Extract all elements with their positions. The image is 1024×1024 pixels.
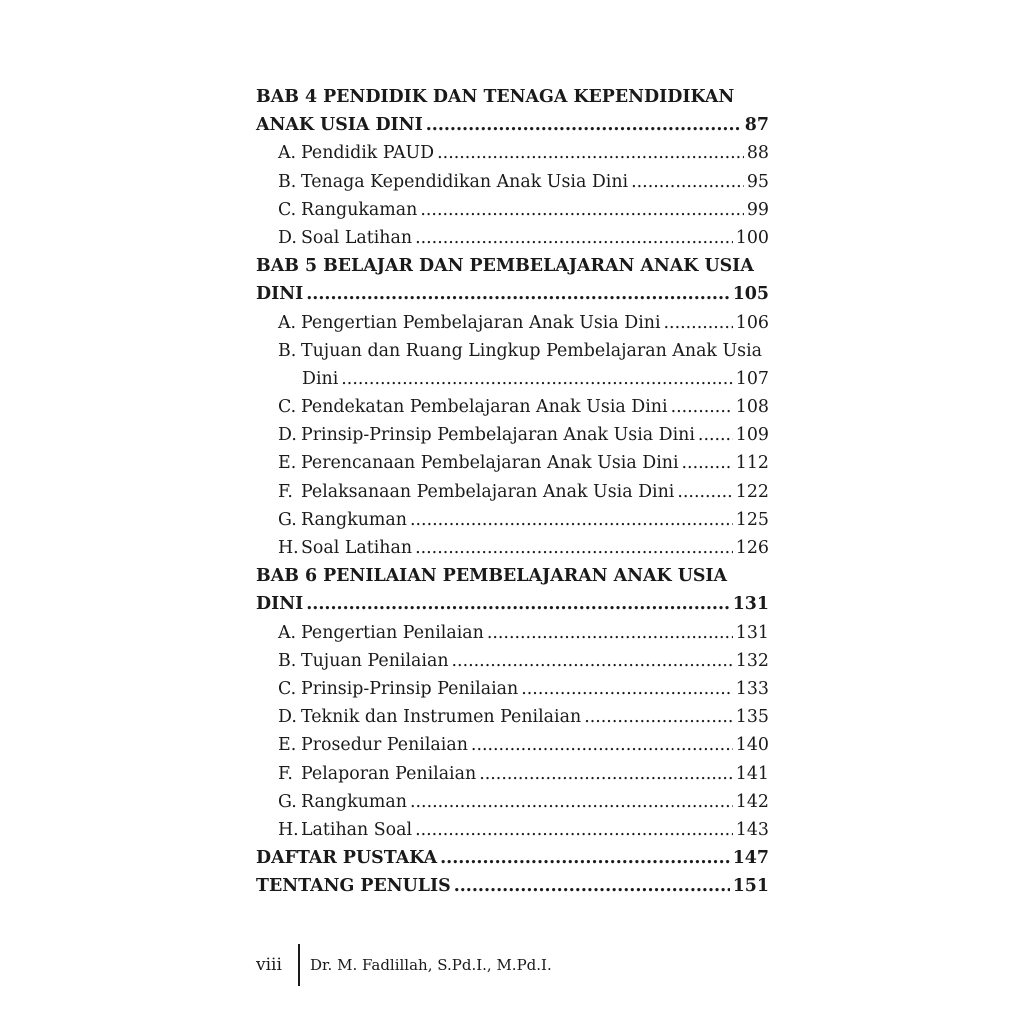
toc-entry: [256, 478, 769, 506]
dot-leader: [306, 590, 729, 618]
toc-entry-title: Prinsip-Prinsip Penilaian: [301, 678, 519, 699]
toc-entry-page: 133: [735, 678, 769, 699]
toc-entry-letter: G.: [278, 509, 297, 530]
toc-entry-letter: F.: [278, 763, 293, 784]
toc-entry-letter: F.: [278, 481, 293, 502]
toc-entry-title: Pengertian Pembelajaran Anak Usia Dini: [301, 312, 661, 333]
toc-entry-letter: B.: [278, 650, 297, 671]
toc-entry-title: Pengertian Penilaian: [301, 622, 484, 643]
toc-entry-page: 131: [732, 594, 769, 615]
toc-entry: [256, 534, 769, 562]
toc-entry: [256, 139, 769, 167]
dot-leader: [479, 760, 733, 788]
toc-entry-letter: C.: [278, 397, 297, 418]
dot-leader: [341, 365, 733, 393]
table-of-contents: [256, 83, 769, 900]
dot-leader: [415, 224, 733, 252]
dot-leader: [415, 534, 733, 562]
toc-entry-title: Prinsip-Prinsip Pembelajaran Anak Usia Dini: [301, 425, 695, 446]
toc-entry: [256, 872, 769, 900]
toc-entry: [256, 280, 769, 308]
author-name: Dr. M. Fadlillah, S.Pd.I., M.Pd.I.: [310, 956, 552, 974]
toc-entry-page: 142: [735, 791, 769, 812]
toc-entry-page: 112: [735, 453, 769, 474]
toc-entry-page: 95: [746, 171, 769, 192]
dot-leader: [631, 168, 744, 196]
toc-entry-title: Perencanaan Pembelajaran Anak Usia Dini: [301, 453, 679, 474]
toc-entry-page: 131: [735, 622, 769, 643]
toc-entry-title: BAB 6 PENILAIAN PEMBELAJARAN ANAK USIA: [256, 566, 728, 587]
dot-leader: [698, 421, 733, 449]
toc-entry: [256, 365, 769, 393]
toc-entry-letter: E.: [278, 735, 297, 756]
toc-entry: [256, 590, 769, 618]
dot-leader: [452, 647, 733, 675]
toc-entry-title: Dini: [302, 368, 339, 389]
toc-entry: [256, 111, 769, 139]
toc-entry-title: Soal Latihan: [301, 538, 413, 558]
toc-entry: [256, 252, 769, 280]
toc-entry-title: Pendidik PAUD: [301, 143, 435, 164]
toc-entry: [256, 619, 769, 647]
toc-entry: [256, 788, 769, 816]
toc-entry-letter: A.: [278, 143, 297, 164]
toc-entry-page: 107: [735, 368, 769, 389]
toc-entry-page: 143: [735, 819, 769, 840]
toc-entry: [256, 421, 769, 449]
toc-entry-page: 109: [735, 425, 769, 446]
toc-entry: [256, 393, 769, 421]
dot-leader: [410, 788, 733, 816]
toc-entry-page: 135: [735, 707, 769, 728]
toc-entry: [256, 196, 769, 224]
toc-entry-title: DINI: [256, 594, 304, 615]
toc-entry-title: Latihan Soal: [301, 819, 413, 840]
toc-entry: [256, 506, 769, 534]
toc-entry-title: TENTANG PENULIS: [256, 876, 451, 897]
toc-entry-letter: D.: [278, 425, 297, 446]
dot-leader: [454, 872, 730, 900]
dot-leader: [664, 309, 733, 337]
dot-leader: [471, 731, 733, 759]
toc-entry-page: 126: [735, 538, 769, 558]
dot-leader: [487, 619, 733, 647]
toc-entry-title: Prosedur Penilaian: [301, 735, 468, 756]
dot-leader: [671, 393, 733, 421]
toc-entry-page: 125: [735, 509, 769, 530]
toc-entry-page: 141: [735, 763, 769, 784]
toc-entry-title: Rangkuman: [301, 509, 407, 530]
toc-entry: [256, 844, 769, 872]
toc-entry-title: BAB 4 PENDIDIK DAN TENAGA KEPENDIDIKAN: [256, 87, 735, 107]
toc-entry-page: 87: [744, 115, 769, 136]
toc-entry-letter: A.: [278, 622, 297, 643]
toc-entry: [256, 647, 769, 675]
toc-entry-title: ANAK USIA DINI: [256, 115, 423, 136]
toc-entry-page: 108: [735, 397, 769, 418]
toc-entry-page: 151: [732, 876, 769, 897]
toc-entry-page: 106: [735, 312, 769, 333]
toc-entry-letter: H.: [278, 538, 299, 558]
toc-entry-title: Soal Latihan: [301, 227, 413, 248]
toc-entry-page: 132: [735, 650, 769, 671]
toc-entry-title: BAB 5 BELAJAR DAN PEMBELAJARAN ANAK USIA: [256, 256, 754, 277]
toc-entry-letter: H.: [278, 819, 299, 840]
toc-entry-title: Pendekatan Pembelajaran Anak Usia Dini: [301, 397, 668, 418]
toc-entry-title: Pelaporan Penilaian: [301, 763, 477, 784]
dot-leader: [410, 506, 733, 534]
toc-entry-title: Tujuan dan Ruang Lingkup Pembelajaran Anak Usia: [301, 340, 763, 361]
toc-entry-letter: D.: [278, 227, 297, 248]
toc-entry-title: Rangukaman: [301, 199, 418, 220]
toc-entry: [256, 224, 769, 252]
dot-leader: [415, 816, 733, 844]
dot-leader: [420, 196, 743, 224]
toc-entry-page: 99: [746, 199, 769, 220]
toc-entry: [256, 449, 769, 477]
dot-leader: [682, 449, 733, 477]
toc-entry: [256, 83, 769, 111]
dot-leader: [521, 675, 733, 703]
toc-entry-title: Rangkuman: [301, 791, 407, 812]
toc-entry: [256, 703, 769, 731]
toc-entry-letter: G.: [278, 791, 297, 812]
page-number: viii: [256, 955, 282, 975]
toc-entry: [256, 731, 769, 759]
toc-entry-title: Tenaga Kependidikan Anak Usia Dini: [301, 171, 629, 192]
toc-entry-title: DINI: [256, 284, 304, 305]
toc-entry: [256, 760, 769, 788]
dot-leader: [437, 139, 744, 167]
toc-entry-page: 122: [735, 481, 769, 502]
toc-entry: [256, 675, 769, 703]
toc-entry: [256, 168, 769, 196]
toc-entry: [256, 309, 769, 337]
toc-entry-title: Pelaksanaan Pembelajaran Anak Usia Dini: [301, 481, 675, 502]
toc-entry-page: 100: [735, 227, 769, 248]
toc-entry-page: 147: [732, 848, 769, 869]
toc-entry-page: 140: [735, 735, 769, 756]
toc-entry: [256, 562, 769, 590]
dot-leader: [584, 703, 733, 731]
dot-leader: [306, 280, 729, 308]
toc-entry: [256, 337, 769, 365]
toc-entry-letter: C.: [278, 678, 297, 699]
toc-entry: [256, 816, 769, 844]
toc-entry-letter: A.: [278, 312, 297, 333]
footer-divider: [298, 944, 300, 986]
page-footer: [256, 944, 552, 986]
toc-entry-title: DAFTAR PUSTAKA: [256, 848, 438, 869]
toc-entry-letter: C.: [278, 199, 297, 220]
toc-entry-page: 105: [732, 284, 769, 305]
toc-entry-letter: B.: [278, 340, 297, 361]
toc-entry-title: Tujuan Penilaian: [301, 650, 449, 671]
toc-entry-page: 88: [746, 143, 769, 164]
toc-entry-title: Teknik dan Instrumen Penilaian: [301, 707, 582, 728]
toc-entry-letter: D.: [278, 707, 297, 728]
toc-entry-letter: B.: [278, 171, 297, 192]
dot-leader: [677, 478, 732, 506]
toc-entry-letter: E.: [278, 453, 297, 474]
dot-leader: [440, 844, 730, 872]
dot-leader: [426, 111, 742, 139]
